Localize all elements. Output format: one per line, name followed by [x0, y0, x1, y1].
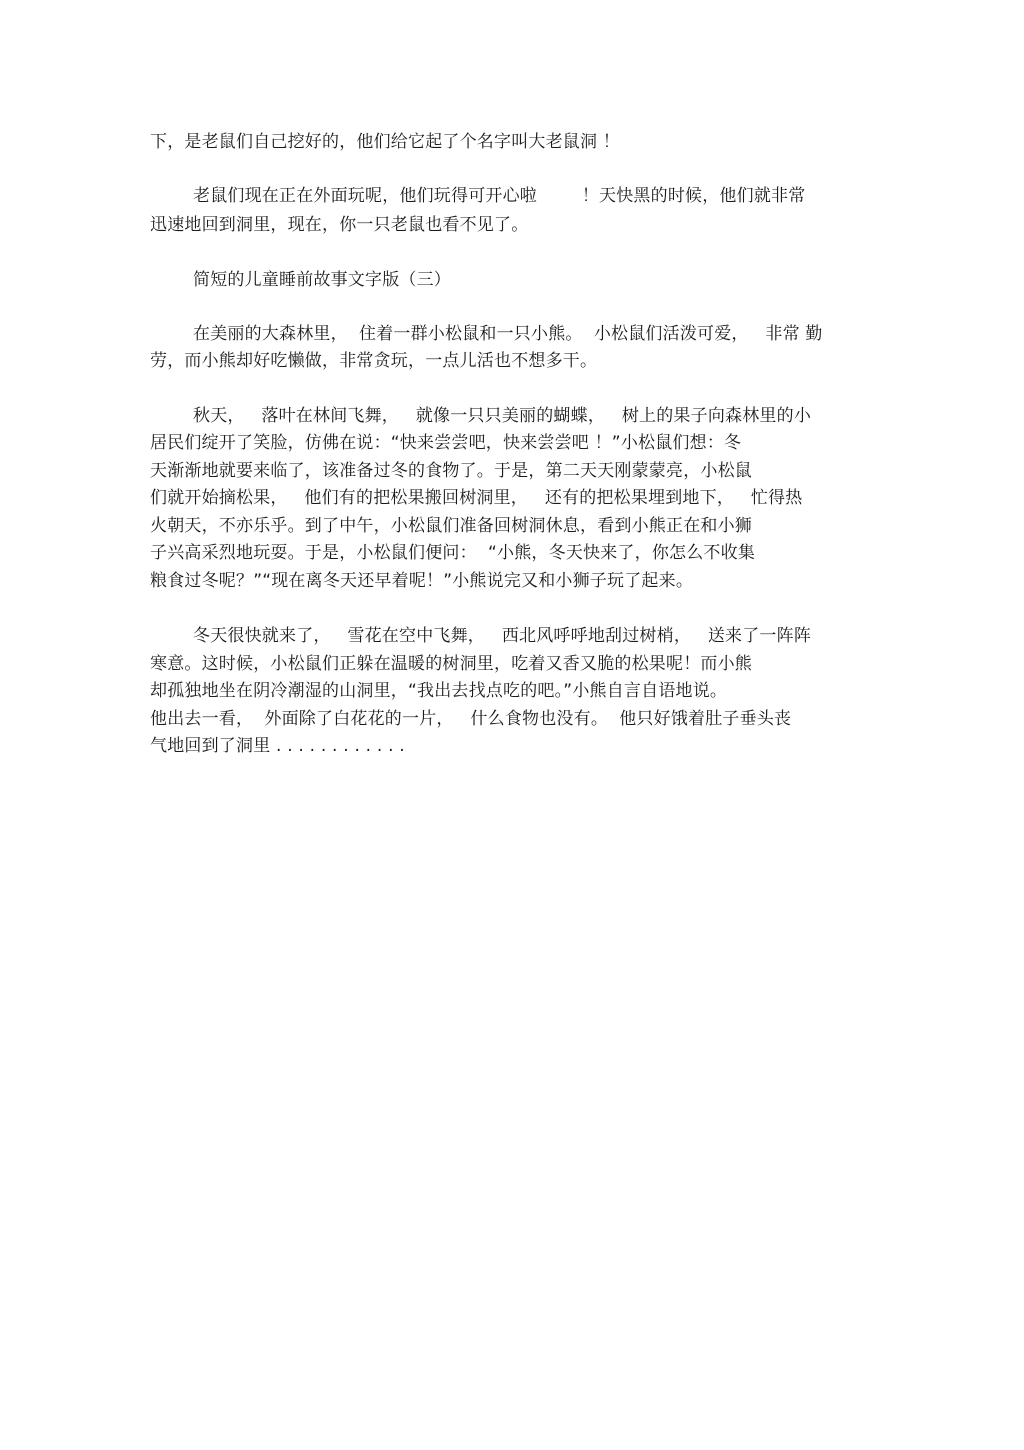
paragraph-line: 冬天很快就来了， 雪花在空中飞舞， 西北风呼呼地刮过树梢， 送来了一阵阵 [193, 626, 812, 646]
paragraph-line: 迅速地回到洞里，现在，你一只老鼠也看不见了。 [150, 215, 529, 235]
paragraph-line: 下，是老鼠们自己挖好的，他们给它起了个名字叫大老鼠洞 ！ [150, 132, 621, 152]
section-heading: 简短的儿童睡前故事文字版（三） [193, 270, 451, 290]
paragraph-line: 劳，而小熊却好吃懒做，非常贪玩，一点儿活也不想多干。 [150, 351, 598, 371]
paragraph-line: 却孤独地坐在阴冷潮湿的山洞里，“我出去找点吃的吧。”小熊自言自语地说。 [150, 681, 728, 701]
paragraph-line: 秋天， 落叶在林间飞舞， 就像一只只美丽的蝴蝶， 树上的果子向森林里的小 [193, 406, 812, 426]
paragraph-line: 居民们绽开了笑脸，仿佛在说：“快来尝尝吧，快来尝尝吧 ！”小松鼠们想：冬 [150, 433, 742, 453]
paragraph-line: 老鼠们现在正在外面玩呢，他们玩得可开心啦 ！天快黑的时候，他们就非常 [193, 186, 806, 206]
paragraph-line: 火朝天，不亦乐乎。到了中午，小松鼠们准备回树洞休息，看到小熊正在和小狮 [150, 516, 752, 536]
paragraph-line: 粮食过冬呢？”“现在离冬天还早着呢！”小熊说完又和小狮子玩了起来。 [150, 571, 694, 591]
paragraph-line: 天渐渐地就要来临了，该准备过冬的食物了。于是，第二天天刚蒙蒙亮，小松鼠 [150, 461, 752, 481]
paragraph-line: 气地回到了洞里 . . . . . . . . . . . . [150, 736, 405, 756]
paragraph-line: 寒意。这时候，小松鼠们正躲在温暖的树洞里，吃着又香又脆的松果呢！而小熊 [150, 654, 752, 674]
paragraph-line: 他出去一看， 外面除了白花花的一片， 什么食物也没有。 他只好饿着肚子垂头丧 [150, 709, 792, 729]
paragraph-line: 子兴高采烈地玩耍。于是，小松鼠们便问： “小熊，冬天快来了，你怎么不收集 [150, 543, 756, 563]
paragraph-line: 们就开始摘松果， 他们有的把松果搬回树洞里， 还有的把松果埋到地下， 忙得热 [150, 488, 803, 508]
paragraph-line: 在美丽的大森林里， 住着一群小松鼠和一只小熊。 小松鼠们活泼可爱， 非常 勤 [193, 324, 823, 344]
